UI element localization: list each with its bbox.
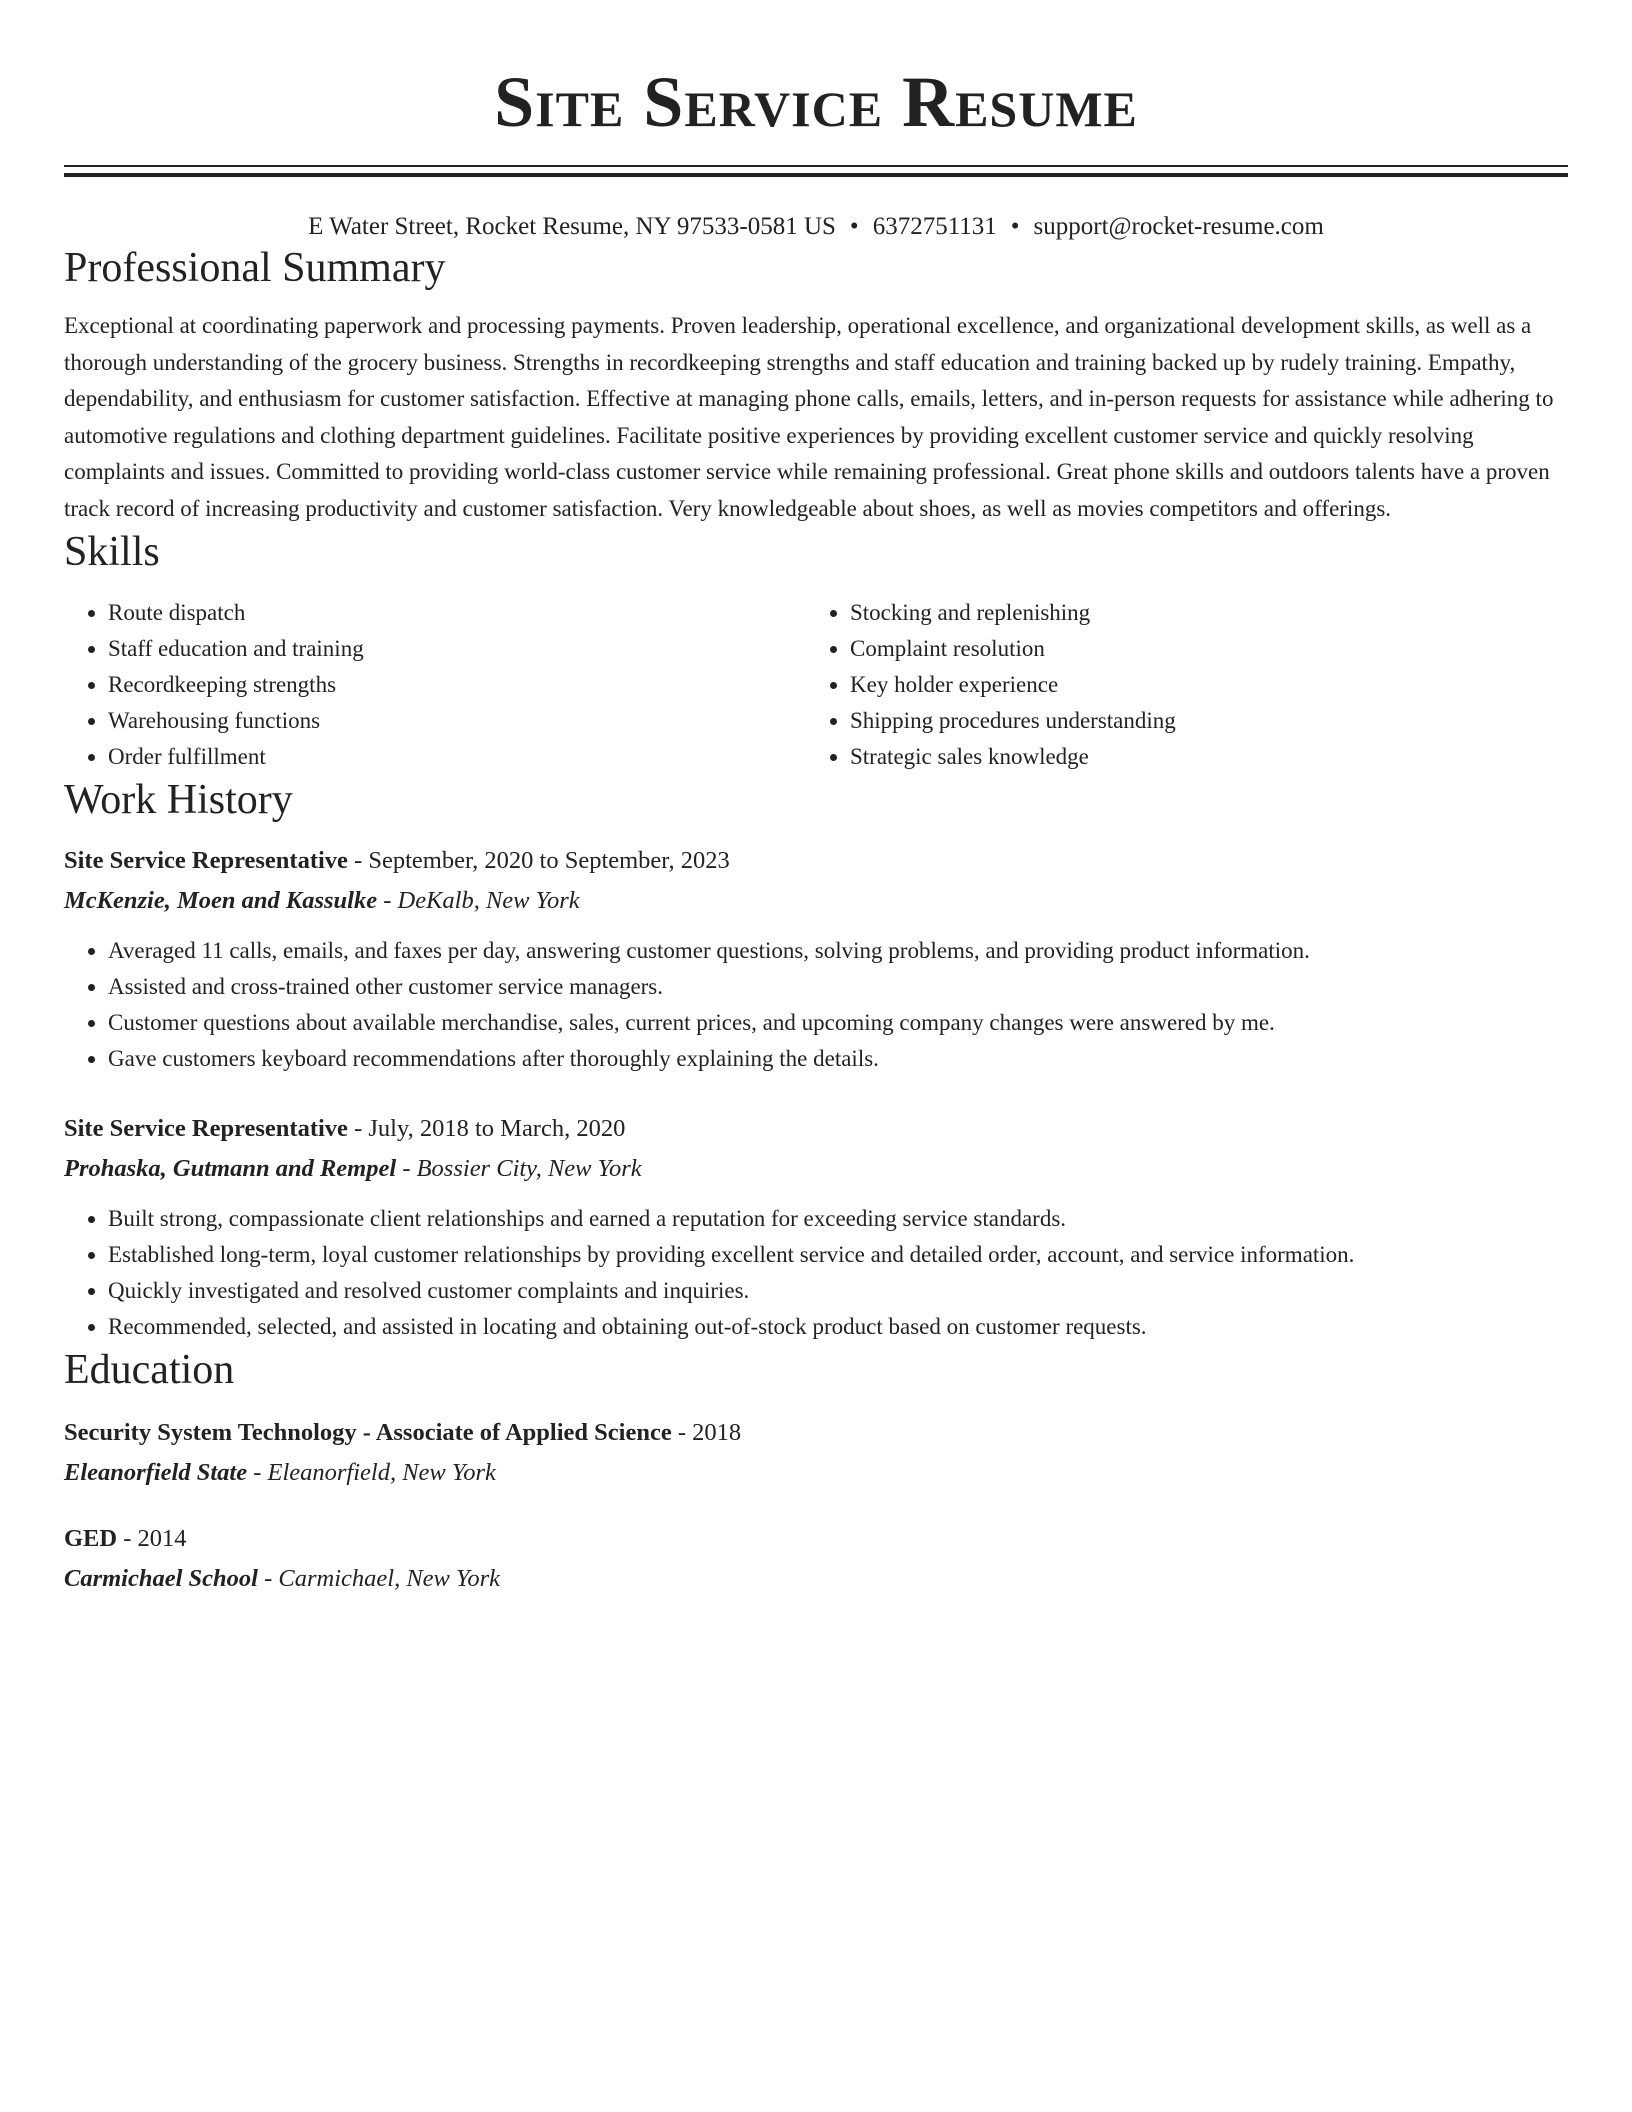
job-title: Site Service Representative [64, 847, 348, 874]
education-degree: GED [64, 1525, 118, 1552]
job-bullets [64, 1201, 1568, 1345]
skill-item: • Staff education and training [108, 631, 806, 667]
job-dates: - July, 2018 to March, 2020 [347, 1115, 626, 1142]
skill-item: • Complaint resolution [850, 631, 1176, 667]
summary-text: Exceptional at coordinating paperwork and processing payments. Proven leadership, operational excellence, and organizational development skills, as well as a thorough understanding of the grocery business. Strengths in recordkeeping strengths and staff education and training backed up by rudely training. Empathy, dependability, and enthusiasm for customer satisfaction. Effective at managing phone calls, emails, letters, and in-person requests for assistance while adhering to automotive regulations and clothing department guidelines. Facilitate positive experiences by providing excellent customer service and quickly resolving complaints and issues. Committed to providing world-class customer service while remaining professional. Great phone skills and outdoors talents have a proven track record of increasing productivity and customer satisfaction. Very knowledgeable about shoes, as well as movies competitors and offerings. [64, 313, 1554, 521]
skill-item: • Key holder experience [850, 667, 1176, 703]
title-divider-thick [64, 173, 1568, 177]
education-degree-line [64, 1521, 1568, 1557]
education-entry [64, 1415, 1568, 1491]
skill-item: • Stocking and replenishing [850, 595, 1176, 631]
job-bullet: • Assisted and cross-trained other customer service managers. [108, 969, 1568, 1005]
education-location: - Eleanorfield, New York [247, 1459, 496, 1486]
summary-heading: Professional Summary [64, 245, 446, 291]
work-history-heading: Work History [64, 777, 293, 823]
job-title-line [64, 1111, 1568, 1147]
education-location: - Carmichael, New York [257, 1565, 501, 1592]
job-dates: - September, 2020 to September, 2023 [347, 847, 730, 874]
job-bullet: • Quickly investigated and resolved customer complaints and inquiries. [108, 1273, 1568, 1309]
skill-item: • Shipping procedures understanding [850, 703, 1176, 739]
job-entry [64, 1111, 1568, 1345]
skill-item: • Strategic sales knowledge [850, 739, 1176, 775]
contact-email: support@rocket-resume.com [1033, 213, 1324, 240]
title-divider-thin [64, 165, 1568, 167]
job-bullet: • Gave customers keyboard recommendations after thoroughly explaining the details. [108, 1041, 1568, 1077]
job-location: - DeKalb, New York [377, 887, 580, 914]
skills-column-right [806, 595, 1176, 775]
education-school-line [64, 1455, 1568, 1491]
skill-item: • Warehousing functions [108, 703, 806, 739]
job-bullets [64, 933, 1568, 1077]
education-year: - 2014 [117, 1525, 187, 1552]
job-company-line [64, 1151, 1568, 1187]
education-year: - 2018 [671, 1419, 742, 1446]
skill-item: • Recordkeeping strengths [108, 667, 806, 703]
job-company: McKenzie, Moen and Kassulke [64, 887, 378, 914]
contact-phone: 6372751131 [872, 213, 997, 240]
job-bullet: • Recommended, selected, and assisted in locating and obtaining out-of-stock product based on customer requests. [108, 1309, 1568, 1345]
skills-heading: Skills [64, 529, 160, 575]
education-degree: Security System Technology - Associate of Applied Science [64, 1419, 672, 1446]
job-location: - Bossier City, New York [396, 1155, 642, 1182]
job-bullet: • Customer questions about available merchandise, sales, current prices, and upcoming company changes were answered by me. [108, 1005, 1568, 1041]
skills-column-left [64, 595, 806, 775]
education-school: Carmichael School [64, 1565, 258, 1592]
education-heading: Education [64, 1347, 235, 1393]
contact-separator: • [849, 213, 859, 240]
skills-list [64, 595, 1568, 775]
job-title: Site Service Representative [64, 1115, 348, 1142]
education-entry [64, 1521, 1568, 1597]
education-school: Eleanorfield State [64, 1459, 248, 1486]
education-degree-line [64, 1415, 1568, 1451]
skill-item: • Route dispatch [108, 595, 806, 631]
job-entry [64, 843, 1568, 1077]
job-title-line [64, 843, 1568, 879]
contact-separator: • [1010, 213, 1020, 240]
contact-address: E Water Street, Rocket Resume, NY 97533-0581 US [308, 213, 836, 240]
contact-line [64, 211, 1568, 243]
job-bullet: • Averaged 11 calls, emails, and faxes per day, answering customer questions, solving problems, and providing product information. [108, 933, 1568, 969]
resume-title: Site Service Resume [494, 62, 1138, 142]
job-bullet: • Built strong, compassionate client relationships and earned a reputation for exceeding service standards. [108, 1201, 1568, 1237]
job-bullet: • Established long-term, loyal customer relationships by providing excellent service and detailed order, account, and service information. [108, 1237, 1568, 1273]
job-company-line [64, 883, 1568, 919]
job-company: Prohaska, Gutmann and Rempel [64, 1155, 397, 1182]
skill-item: • Order fulfillment [108, 739, 806, 775]
education-school-line [64, 1561, 1568, 1597]
